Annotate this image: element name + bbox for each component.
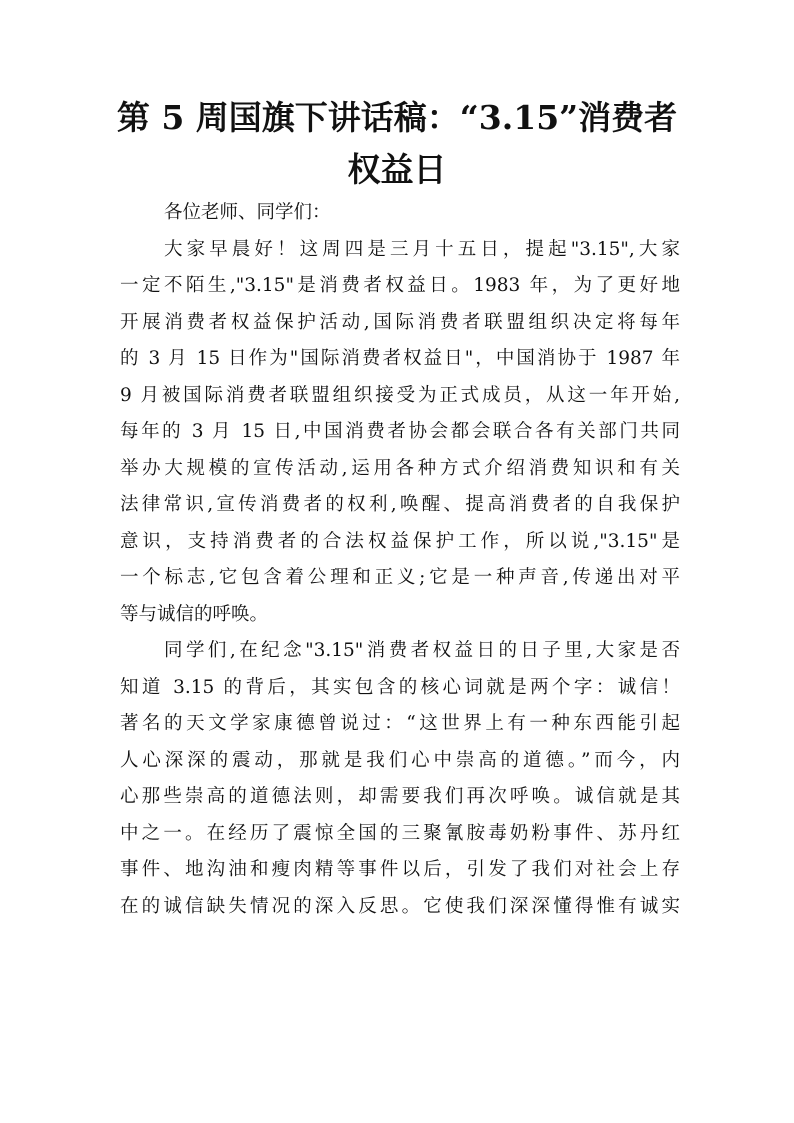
document-title bbox=[100, 92, 694, 196]
paragraph-integrity bbox=[120, 633, 680, 925]
text-line: 大家早晨好！这周四是三月十五日，提起"3.15",大家 bbox=[164, 238, 680, 260]
text-line: 著名的天文学家康德曾说过：“这世界上有一种东西能引起 bbox=[120, 713, 680, 734]
text-line: 人心深深的震动，那就是我们心中崇高的道德。”而今，内 bbox=[120, 749, 680, 771]
title-line: 权益日 bbox=[347, 150, 447, 189]
text-line: 一定不陌生,"3.15"是消费者权益日。1983 年，为了更好地 bbox=[120, 275, 680, 296]
title-line: 第 5 周国旗下讲话稿：“3.15”消费者 bbox=[116, 98, 678, 137]
document-body bbox=[120, 195, 680, 925]
text-line: 在的诚信缺失情况的深入反思。它使我们深深懂得惟有诚实 bbox=[120, 895, 680, 917]
text-line: 事件、地沟油和瘦肉精等事件以后，引发了我们对社会上存 bbox=[120, 859, 680, 880]
text-line: 开展消费者权益保护活动,国际消费者联盟组织决定将每年 bbox=[120, 311, 680, 333]
text-line: 等与诚信的呼唤。 bbox=[120, 603, 269, 625]
text-line: 的 3 月 15 日作为"国际消费者权益日"，中国消协于 1987 年 bbox=[120, 348, 680, 369]
text-line: 一个标志,它包含着公理和正义;它是一种声音,传递出对平 bbox=[120, 567, 680, 588]
text-line: 举办大规模的宣传活动,运用各种方式介绍消费知识和有关 bbox=[120, 457, 680, 479]
text-line: 意识，支持消费者的合法权益保护工作，所以说,"3.15"是 bbox=[120, 530, 680, 552]
text-line: 中之一。在经历了震惊全国的三聚氰胺毒奶粉事件、苏丹红 bbox=[120, 822, 680, 844]
text-line: 心那些崇高的道德法则，却需要我们再次呼唤。诚信就是其 bbox=[120, 786, 680, 807]
text-line: 知道 3.15 的背后，其实包含的核心词就是两个字：诚信！ bbox=[120, 676, 680, 698]
text-line: 每年的 3 月 15 日,中国消费者协会都会联合各有关部门共同 bbox=[120, 421, 680, 442]
paragraph-introduction bbox=[120, 232, 680, 634]
paragraph-greeting bbox=[120, 195, 680, 232]
text-line: 同学们,在纪念"3.15"消费者权益日的日子里,大家是否 bbox=[164, 640, 680, 661]
text-line: 各位老师、同学们： bbox=[164, 202, 331, 223]
text-line: 9 月被国际消费者联盟组织接受为正式成员，从这一年开始, bbox=[120, 384, 680, 406]
text-line: 法律常识,宣传消费者的权利,唤醒、提高消费者的自我保护 bbox=[120, 494, 680, 515]
